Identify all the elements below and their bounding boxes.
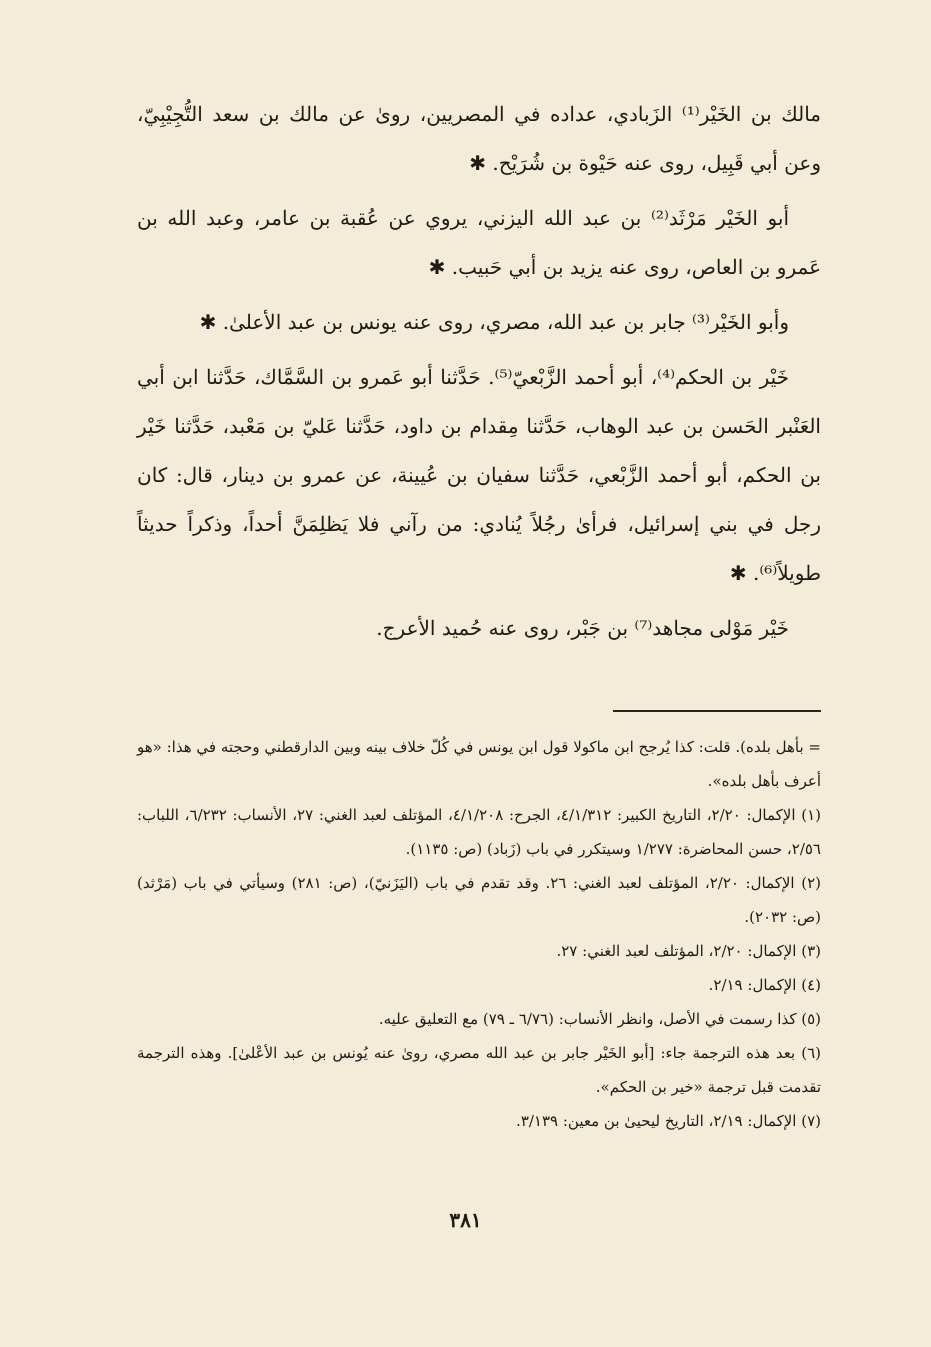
footnote-3: (٣) الإكمال: ٢/٢٠، المؤتلف لعبد الغني: ٢٧. [556,942,821,960]
footnote-6: (٦) بعد هذه الترجمة جاء: [أبو الخَيْر جابر بن عبد الله مصري، روىٰ عنه يُونس بن عبد الأعْلىٰ]. وهذه الترجمة تقدمت قبل ترجمة «خير بن الحكم». [137,1044,821,1096]
entry-khayr-mawla-mujahid: خَيْر مَوْلى مجاهد⁽⁷⁾ بن جَبْر، روى عنه حُميد الأعرج. [376,616,789,640]
main-text [137,90,821,659]
footnote-divider [613,710,821,712]
footnote-2: (٢) الإكمال: ٢/٢٠، المؤتلف لعبد الغني: ٢٦. وقد تقدم في باب (اليَزَنيّ)، (ص: ٢٨١) وسيأتي في باب (مَرْثد) (ص: ٢٠٣٢). [137,874,821,926]
footnote-4: (٤) الإكمال: ٢/١٩. [708,976,821,994]
entry-abu-al-khayr-jabir: وأبو الخَيْر⁽³⁾ جابر بن عبد الله، مصري، روى عنه يونس بن عبد الأعلىٰ. ✱ [199,310,789,334]
footnote-1: (١) الإكمال: ٢/٢٠، التاريخ الكبير: ٤/١/٣١٢، الجرح: ٤/١/٢٠٨، المؤتلف لعبد الغني: ٢٧، الأنساب: ٦/٢٣٢، اللباب: ٢/٥٦، حسن المحاضرة: ١/٢٧٧ وسيتكرر في باب (زَباد) (ص: ١١٣٥). [137,806,821,858]
footnote-7: (٧) الإكمال: ٢/١٩، التاريخ ليحيىٰ بن معين: ٣/١٣٩. [516,1112,821,1130]
footnote-continuation: = بأهل بلده). قلت: كذا يُرجح ابن ماكولا قول ابن يونس في كُلّ خلاف بينه وبين الدارقطني وحجته في هذا: «هو أعرف بأهل بلده». [137,738,821,790]
page-number: ٣٨١ [449,1208,482,1232]
footnote-5: (٥) كذا رسمت في الأصل، وانظر الأنساب: (٦/٧٦ ـ ٧٩) مع التعليق عليه. [378,1010,821,1028]
footnotes [137,730,821,1138]
entry-malik-ibn-al-khayr: مالك بن الخَيْر⁽¹⁾ الزَبادي، عداده في المصريين، روىٰ عن مالك بن سعد التُّجِيْبِيّ، وعن أبي قَبِيل، روى عنه حَيْوة بن شُرَيْح. ✱ [137,102,821,175]
entry-abu-al-khayr-marthad: أبو الخَيْر مَرْثَد⁽²⁾ بن عبد الله اليزني، يروي عن عُقبة بن عامر، وعبد الله بن عَمرو بن العاص، روى عنه يزيد بن أبي حَبيب. ✱ [137,206,821,279]
entry-khayr-ibn-al-hakam: خَيْر بن الحكم⁽⁴⁾، أبو أحمد الزَّبْعيّ⁽⁵⁾. حَدَّثنا أبو عَمرو بن السَّمَّاك، حَدَّثنا ابن أبي العَنْبر الحَسن بن عبد الوهاب، حَدَّثنا مِقدام بن داود، حَدَّثنا عَليّ بن مَعْبد، حَدَّثنا خَيْر بن الحكم، أبو أحمد الزَّبْعي، حَدَّثنا سفيان بن عُيينة، عن عمرو بن دينار، قال: كان رجل في بني إسرائيل، فرأىٰ رجُلاً يُنادي: من رآني فلا يَظلِمَنَّ أحداً، وذكراً حديثاً طويلاً⁽⁶⁾. ✱ [137,365,821,585]
